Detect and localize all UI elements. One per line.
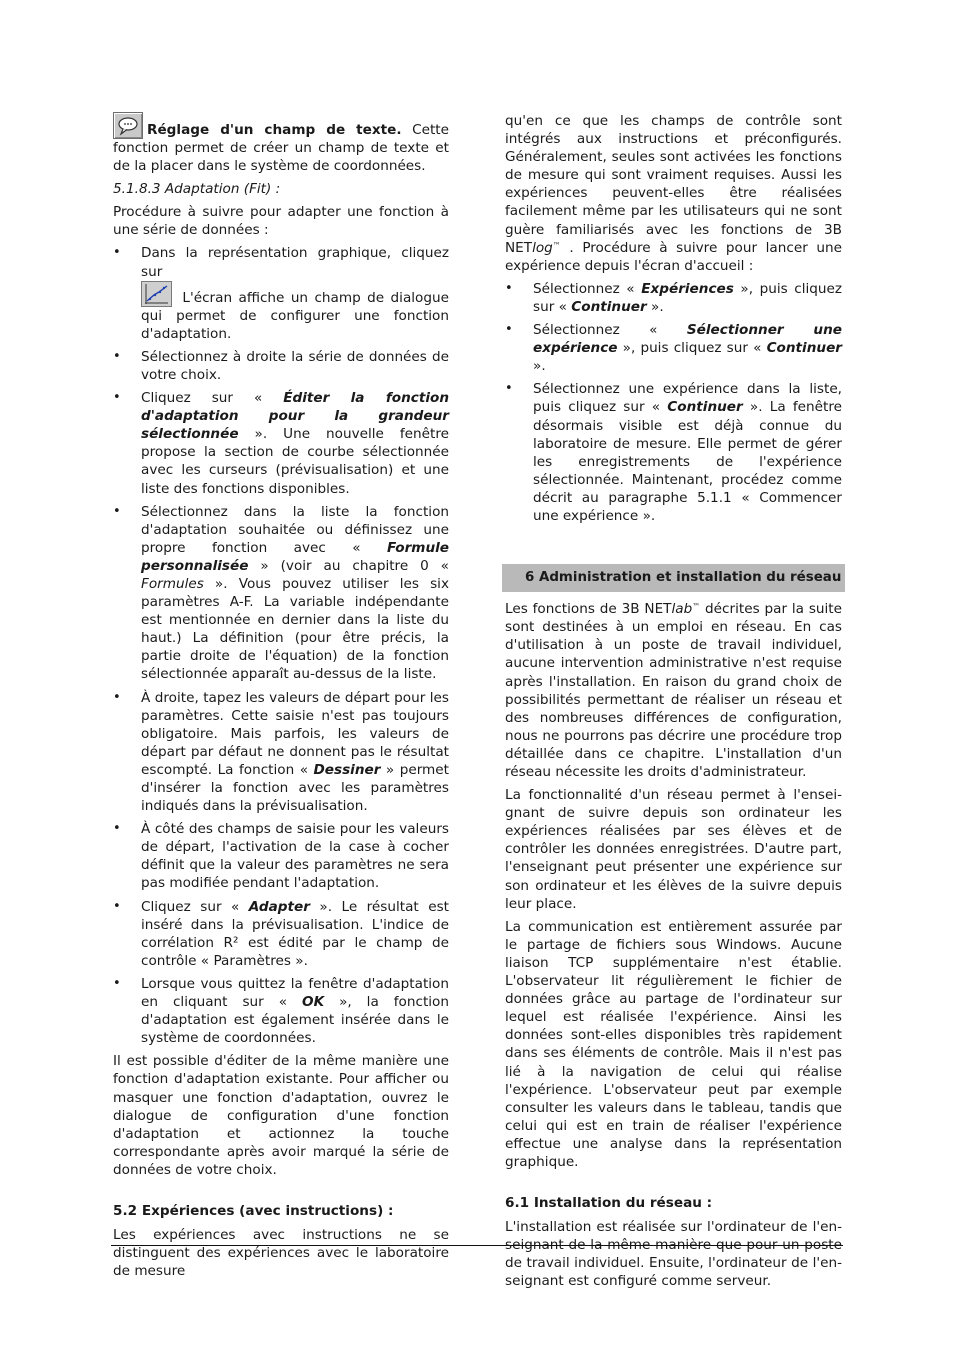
experiment-steps-list: [505, 280, 842, 525]
fit-step-3: • Cliquez sur « Éditer la fonction d'adaptation pour la grandeur sélectionnée ». Une nouvelle fenêtre propose la section de courbe sélectionnée avec les curseurs (prévisualisation) et une liste des fonctions disponibles.: [113, 389, 449, 498]
text-field-icon[interactable]: [113, 112, 143, 139]
fit-steps-list: [113, 244, 449, 1047]
continuation-paragraph: qu'en ce que les champs de contrôle sont intégrés aux instructions et préconfigurés. Généralement, seules sont activées les fonctions de mesure qui sont vraiment requises. Aussi les expériences peuvent-elles être réalisées facilement même par les utilisateurs qui ne sont guère familiarisés avec les fonctions de 3B NETlog™ . Procédure à suivre pour lancer une expérience depuis l'écran d'accueil :: [505, 113, 842, 274]
edit-fit-command: Éditer la fonction d'adaptation pour la grandeur sélectionnée: [141, 390, 449, 443]
fit-step-6: • À côté des champs de saisie pour les valeurs de départ, l'activation de la case à cocher définit que la valeur des paramètres ne sera pas modifiée pendant l'adaptation.: [113, 820, 449, 892]
fit-step-8: • Lorsque vous quittez la fenêtre d'adaptation en cliquant sur « OK », la fonction d'adaptation est également insérée dans le système de coordonnées.: [113, 975, 449, 1047]
fit-step-7: • Cliquez sur « Adapter ». Le résultat est inséré dans la prévisualisation. L'indice de corrélation R² est édité par le champ de contrôle « Paramètres ».: [113, 898, 449, 970]
chapter-6-paragraph-3: La communication est entièrement assurée par le partage de fichiers sous Windows. Aucune liaison TCP supplémentaire n'est établie. L'observateur lit régulièrement le fichier de données grâce au partage de l'ordinateur sur lequel est réalisée l'expérience. Ainsi les données sont-elles disponibles très rapidement dans ses éléments de contrôle. Mais il n'est pas lié à la navigation de celui qui réalise l'expérience. L'observateur peut par exemple consulter les valeurs dans le tableau, tandis que celui qui est en train de réaliser l'expérience effectue une analyse dans la représentation graphique.: [505, 918, 842, 1170]
section-6-1-heading: 6.1 Installation du réseau :: [505, 1195, 713, 1212]
experiment-step-3: • Sélectionnez une expérience dans la liste, puis cliquez sur « Continuer ». La fenêtre désormais visible est déjà connue du laboratoire de mesure. Elle permet de gérer les enregistrements de l'expérience sélectionnée. Maintenant, procédez comme décrit au paragraphe 5.1.1 « Commencer une expérience ».: [505, 380, 842, 525]
right-column: [505, 112, 842, 1296]
experiment-step-1: • Sélectionnez « Expériences », puis cliquez sur « Continuer ».: [505, 280, 842, 316]
section-5-2-paragraph: Les expériences avec instructions ne se distinguent des expériences avec le laboratoire de mesure: [113, 1227, 449, 1280]
chapter-6-paragraph-2: La fonctionnalité d'un réseau permet à l'enseignant de suivre depuis son ordinateur les expériences réalisées par ses élèves et de contrôler les données enregistrées. D'autre part, l'enseignant peut présenter une expérience sur son ordinateur et les élèves de la suivre depuis leur place.: [505, 787, 842, 912]
chapter-6-heading: 6 Administration et installation du réseau: [502, 564, 845, 592]
edit-fit-paragraph: Il est possible d'éditer de la même manière une fonction d'adaptation existante. Pour afficher ou masquer une fonction d'adaptation, ouvrez le dialogue de configuration d'une fonction d'adaptation et actionnez la touche correspondante après avoir marqué la série de données de votre choix.: [113, 1053, 449, 1178]
adapt-command: Adapter: [248, 898, 310, 915]
text-field-title: Réglage d'un champ de texte.: [147, 121, 402, 138]
fit-intro: Procédure à suivre pour adapter une fonction à une série de données :: [113, 204, 449, 239]
fit-step-5: • À droite, tapez les valeurs de départ pour les paramètres. Cette saisie n'est pas toujours obligatoire. Mais parfois, les valeurs de départ par défaut ne donnent pas le résultat escompté. La fonction « Dessiner » permet d'insérer la fonction avec les paramètres indiqués dans la prévisualisation.: [113, 689, 449, 816]
fit-function-icon[interactable]: [141, 281, 172, 307]
fit-subheading: 5.1.8.3 Adaptation (Fit) :: [113, 181, 281, 198]
draw-command: Dessiner: [313, 761, 381, 778]
custom-formula-command: Formule personnalisée: [141, 539, 449, 574]
experiment-step-2: • Sélectionnez « Sélectionner une expérience », puis cliquez sur « Continuer ».: [505, 321, 842, 375]
section-6-1-paragraph: L'installation est réalisée sur l'ordinateur de l'enseignant de la même manière que pour un poste de travail individuel. Ensuite, l'ordinateur de l'enseignant est configuré comme serveur.: [505, 1219, 842, 1290]
fit-step-1: • Dans la représentation graphique, cliquez sur L'écran affiche un champ de dialogue qui permet de configurer une fonction d'adaptation.: [113, 244, 449, 342]
footer-rule: [111, 1245, 843, 1246]
section-5-2-heading: 5.2 Expériences (avec instructions) :: [113, 1202, 394, 1219]
chapter-6-paragraph-1: Les fonctions de 3B NETlab™ décrites par la suite sont destinées à un emploi en réseau. En cas d'utilisation à un poste de travail individuel, aucune intervention administrative n'est requise après l'installation. En raison du grand choix de possibilités permettant de réaliser un réseau et des nombreuses différences de configuration, nous ne pourrons pas décrire une procédure trop détaillée dans ce chapitre. L'installation d'un réseau nécessite les droits d'administrateur.: [505, 601, 842, 780]
fit-step-4: • Sélectionnez dans la liste la fonction d'adaptation souhaitée ou définissez une propre fonction avec « Formule personnalisée » (voir au chapitre 0 « Formules ». Vous pouvez utiliser les six paramètres A-F. La variable indépendante est mentionnée en dernier dans la liste du haut.) La définition (pour être précis, la partie droite de l'équation) de la fonction sélectionnée apparaît au-dessus de la liste.: [113, 503, 449, 684]
text-field-paragraph: Réglage d'un champ de texte. Cette fonction permet de créer un champ de texte et de la placer dans le système de coordonnées.: [113, 112, 449, 175]
left-column: [113, 112, 449, 1285]
ok-command: OK: [302, 994, 325, 1011]
fit-step-2: • Sélectionnez à droite la série de données de votre choix.: [113, 348, 449, 384]
